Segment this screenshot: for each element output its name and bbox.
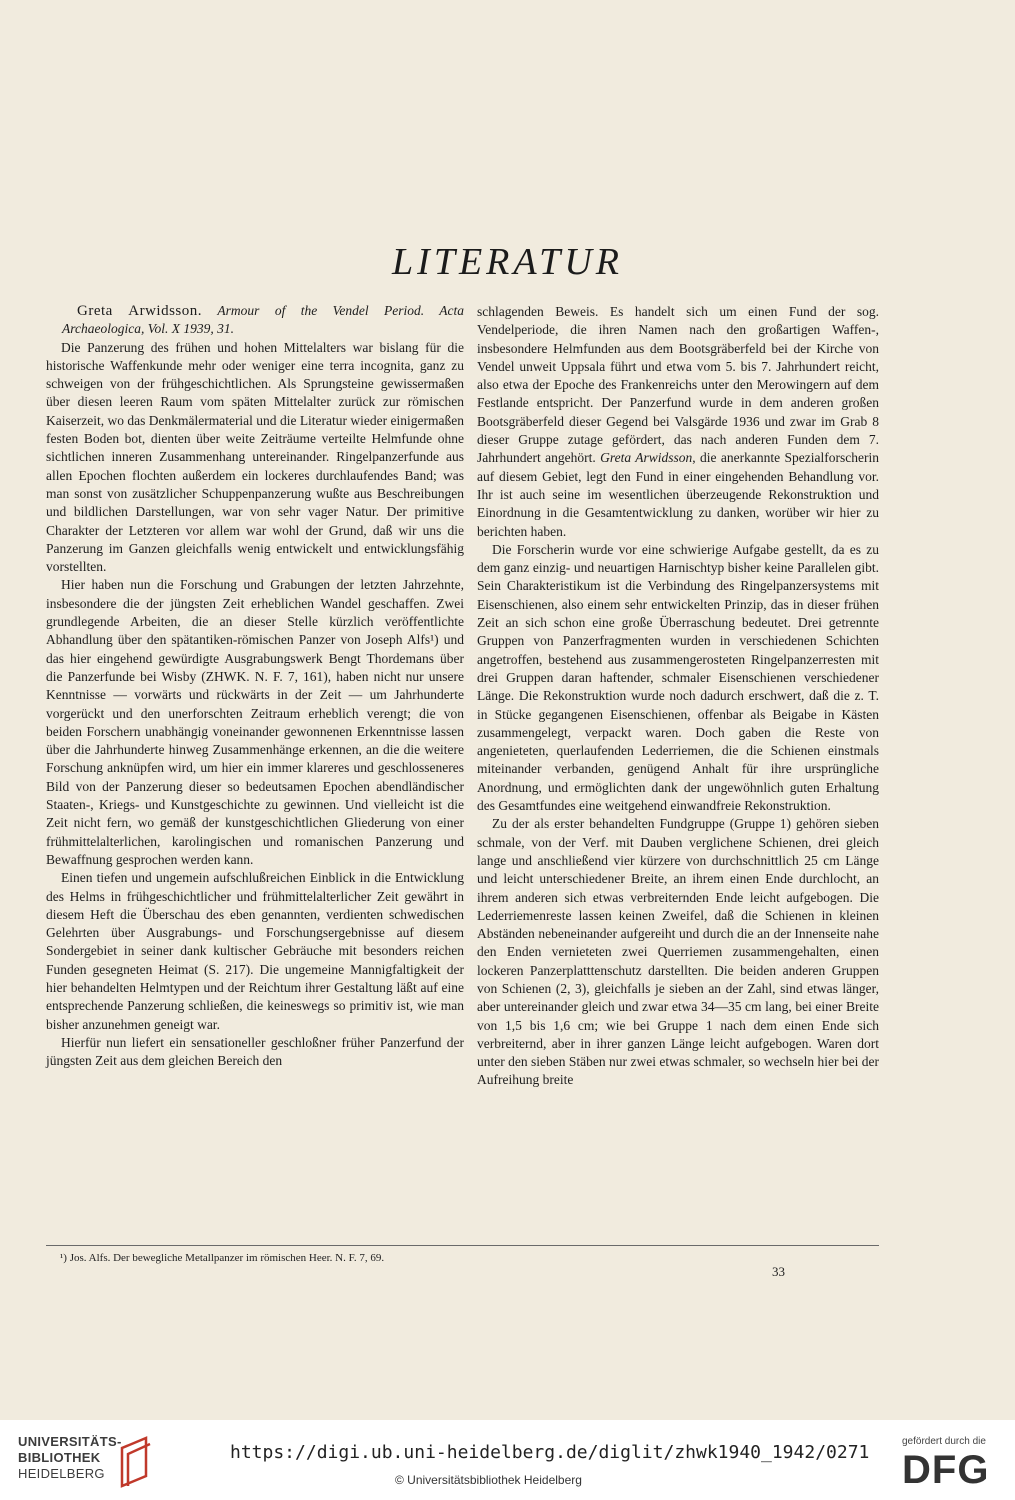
library-line-3: HEIDELBERG [18, 1466, 105, 1481]
dfg-logo[interactable]: DFG [902, 1448, 990, 1492]
paragraph: Hier haben nun die Forschung und Grabungen der letzten Jahrzehnte, insbesondere die der jüngsten Zeit erheblichen Wandel geschaffen. Zwei grundlegende Arbeiten, die an dieser Stelle kürzlich veröffentlichte Abhandlung über den spätantiken-römischen Panzer von Joseph Alfs¹) und das hier eingehend gewürdigte Ausgrabungswerk Bengt Thordemans über die Panzerfunde bei Wisby (ZHWK. N. F. 7, 161), haben nicht nur unsere Kenntnisse — vorwärts und rückwärts in der Zeit — um Jahrhunderte vorgerückt und den unerforschten Zeitraum erheblich verengt; die von beiden Forschern unabhängig voneinander gewonnenen Erkenntnisse lassen über die Jahrhunderte hinweg Zusammenhänge erkennen, an die die weitere Forschung anknüpfen wird, um hier ein immer klareres und geschlosseneres Bild von der Panzerung dieser so bedeutsamen Epochen abendländischer Staaten-, Kriegs- und Kunstgeschichte zu gewinnen. Und vielleicht ist die Zeit nicht fern, wo gemäß der kunstgeschichtlichen Gliederung von einer frühmittelalterlichen, karolingischen und romanischen Panzerung und Bewaffnung gesprochen werden kann. [46, 577, 464, 867]
funding-caption: gefördert durch die [902, 1436, 986, 1447]
page-number: 33 [772, 1264, 785, 1279]
entry-author: Greta Arwidsson. [77, 303, 203, 319]
viewer-footer [0, 1420, 1015, 1500]
section-title: LITERATUR [392, 241, 623, 283]
paragraph: Die Forscherin wurde vor eine schwierige Aufgabe gestellt, da es zu dem ganz einzig- und neuartigen Harnischtyp bisher keine Parallelen gibt. Sein Charakteristikum ist die Verbindung des Ringelpanzersystems mit Eisenschienen, also einem sehr entwickelten Prinzip, das in dieser frühen Zeit an sich schon eine große Überraschung bedeutet. Drei getrennte Gruppen von Panzerfragmenten wurden in verschiedenen Schichten angetroffen, bestehend aus zusammengerosteten Ringelpanzerresten mit drei Gruppen daran haftender, schmaler Eisenschienen verschiedener Länge. Die Rekonstruktion wurde noch dadurch erschwert, daß die z. T. in Stücke gegangenen Eisenschienen, offenbar als Beigabe in Kästen zusammengelegt, verpackt waren. Doch gaben die Reste von angenieteten, querlaufenden Lederriemen, die die Schienen einstmals miteinander verbanden, genügend Anhalt für ihre ursprüngliche Anordnung, und ermöglichten dank der ungewöhnlich guten Erhaltung des Gesamtfundes eine weitgehend einwandfreie Rekonstruktion. [477, 541, 879, 814]
left-column [46, 302, 464, 1070]
paragraph: Die Panzerung des frühen und hohen Mittelalters war bislang für die historische Waffenkunde mehr oder weniger eine terra incognita, ganz zu schweigen von der frühgeschichtlichen. Als Sprungsteine gewissermaßen über diesen leeren Raum vom späten Mittelalter zurück zur römischen Kaiserzeit, wo das Denkmälermaterial und die Literatur wieder einigermaßen festen Boden bot, dienten über weite Zeiträume verteilte Helmfunde ohne sichtlichen inneren Zusammenhang untereinander. Ringelpanzerfunde aus allen Epochen flochten außerdem ein lockeres durchlaufendes Band; was man sonst von zusätzlicher Schuppenpanzerung wußte aus Beschreibungen und bildlichen Darstellungen, war von sehr vager Natur. Der primitive Charakter der Letzteren vor allem war wohl der Grund, daß wir uns die Panzerung im Ganzen gleichfalls wenig entwickelt und entwicklungsfähig vorstellten. [46, 339, 464, 575]
paragraph-text: , die anerkannte Spezialforscherin auf diesem Gebiet, legt den Fund in einer eingehenden Behandlung vor. Ihr ist auch seine im wesentlichen überzeugende Rekonstruktion und Einordnung in die Gesamtentwicklung zu danken, worüber wir hier zu berichten haben. [477, 450, 879, 539]
paragraph: Zu der als erster behandelten Fundgruppe (Gruppe 1) gehören sieben schmale, von der Verf. mit Dauben verglichene Schienen, drei gleich lange und anschließend vier kürzere von durchschnittlich 25 cm Länge und leicht unterschiedener Breite, an ihrem einen Ende durchlocht, an ihrem anderen sich etwas verbreiternden Ende leicht aufgebogen. Die Lederriemenreste lassen keinen Zweifel, daß die Schienen in kleinen Abständen nebeneinander aufgereiht und durch die an der Innenseite nahe den Enden vernieteten zwei Querriemen zusammengehalten, einen lockeren Panzerplatttenschutz darstellten. Die beiden anderen Gruppen von Schienen (2, 3), gleichfalls je sieben an der Zahl, sind etwas länger, aber untereinander gleich und zwar etwa 34—35 cm lang, bei einer Breite von 1,5 bis 1,6 cm; wie bei Gruppe 1 nach dem einen Ende sich verbreiternd, aber in ihrer ganzen Länge leicht aufgebogen. Waren dort unter den sieben Stäben nur zwei etwas schmaler, so wechseln hier bei der Aufreihung breite [477, 816, 879, 1088]
paragraph [477, 303, 879, 541]
library-line-2: BIBLIOTHEK [18, 1450, 101, 1465]
author-name-italic: Greta Arwidsson [600, 450, 693, 466]
entry-work: Armour of the Vendel Period. Acta Archaeologica, Vol. X 1939, 31. [62, 303, 465, 337]
library-line-1: UNIVERSITÄTS- [18, 1434, 122, 1449]
library-logo[interactable] [18, 1434, 218, 1494]
paragraph-text: schlagenden Beweis. Es handelt sich um einen Fund der sog. Vendelperiode, die ihren Namen nach den großartigen Waffen-, insbesondere Helmfunden aus dem Bootsgräberfeld bei der Kirche von Vendel unweit Uppsala führt und etwa vom 5. bis 7. Jahrhundert reicht, also etwa der Epoche des Frankenreichs unter den Merowingern auf dem Festlande entspricht. Der Panzerfund wurde in dem anderen großen Bootsgräberfeld dieser Gegend bei Valsgärde 1936 und zwar im Grab 8 dieser Gruppe zutage gefördert, das nach anderen Funden dem 7. Jahrhundert angehört. [477, 304, 879, 466]
permalink-url[interactable]: https://digi.ub.uni-heidelberg.de/diglit/zhwk1940_1942/0271 [230, 1442, 870, 1463]
footnote-divider [46, 1245, 879, 1246]
library-name [18, 1434, 122, 1482]
bibliography-entry [46, 302, 464, 339]
paragraph: Einen tiefen und ungemein aufschlußreichen Einblick in die Entwicklung des Helms in frühgeschichtlicher und frühmittelalterlicher Zeit gewährt in diesem Heft die Überschau des eben genannten, verdienten schwedischen Gelehrten über Ausgrabungs- und Forschungsergebnisse auf diesem Sondergebiet in seiner dank kultischer Gebräuche mit besonders reichen Funden gesegneten Heimat (S. 217). Die ungemeine Mannigfaltigkeit der hier behandelten Helmtypen und der Reichtum ihrer Gestaltung läßt auf eine entsprechende Panzerung schließen, die keineswegs so primitiv ist, wie man bisher anzunehmen geneigt war. [46, 870, 464, 1032]
paragraph: Hierfür nun liefert ein sensationeller geschloßner früher Panzerfund der jüngsten Zeit aus dem gleichen Bereich den [46, 1034, 464, 1069]
footnote: ¹) Jos. Alfs. Der bewegliche Metallpanzer im römischen Heer. N. F. 7, 69. [60, 1252, 385, 1264]
copyright-notice: © Universitätsbibliothek Heidelberg [395, 1473, 582, 1487]
right-column [477, 303, 879, 1090]
library-mark-icon [118, 1436, 152, 1488]
